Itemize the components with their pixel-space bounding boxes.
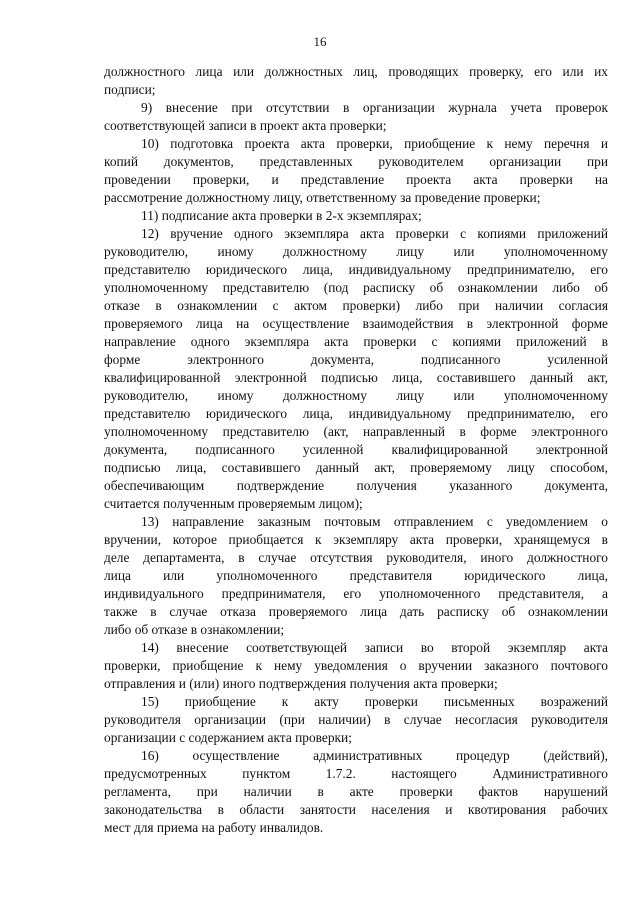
- text-line: 12) вручение одного экземпляра акта проверки с копиями приложений: [141, 226, 608, 241]
- text-line: 11) подписание акта проверки в 2-х экземплярах;: [141, 208, 422, 223]
- text-line: форме электронного документа, подписанного усиленной: [104, 352, 608, 367]
- text-line: либо об отказе в ознакомлении;: [104, 622, 285, 637]
- text-line: 14) внесение соответствующей записи во второй экземпляр акта: [141, 640, 608, 655]
- text-line: уполномоченному представителю (акт, направленный в форме электронного: [104, 424, 608, 439]
- text-line: проверки, приобщение к нему уведомления о вручении заказного почтового: [104, 658, 608, 673]
- text-line: мест для приема на работу инвалидов.: [104, 820, 324, 835]
- text-line: деле департамента, в случае отсутствия руководителя, иного должностного: [104, 550, 608, 565]
- text-line: уполномоченному представителю (под расписку об ознакомлении либо об: [104, 280, 608, 295]
- text-line: регламента, при наличии в акте проверки фактов нарушений: [104, 784, 608, 799]
- text-line: обеспечивающим подтверждение получения указанного документа,: [104, 478, 608, 493]
- text-line: организации с содержанием акта проверки;: [104, 730, 352, 745]
- text-line: также в случае отказа проверяемого лица дать расписку об ознакомлении: [104, 604, 608, 619]
- text-line: 13) направление заказным почтовым отправлением с уведомлением о: [141, 514, 608, 529]
- body-text: [104, 63, 608, 837]
- text-line: представителю юридического лица, индивидуальному предпринимателю, его: [104, 406, 608, 421]
- text-line: 15) приобщение к акту проверки письменных возражений: [141, 694, 608, 709]
- text-line: 9) внесение при отсутствии в организации журнала учета проверок: [141, 100, 608, 115]
- text-line: индивидуального предпринимателя, его уполномоченного представителя, а: [104, 586, 608, 601]
- text-line: 16) осуществление административных процедур (действий),: [141, 748, 608, 763]
- text-line: отправления и (или) иного подтверждения получения акта проверки;: [104, 676, 498, 691]
- page-number: 16: [313, 34, 327, 49]
- text-line: лица или уполномоченного представителя юридического лица,: [104, 568, 608, 583]
- text-line: считается полученным проверяемым лицом);: [104, 496, 363, 511]
- text-line: отказе в ознакомлении с актом проверки) либо при наличии согласия: [104, 298, 608, 313]
- text-line: 10) подготовка проекта акта проверки, приобщение к нему перечня и: [141, 136, 608, 151]
- text-line: предусмотренных пунктом 1.7.2. настоящего Административного: [104, 766, 608, 781]
- text-line: руководителю, иному должностному лицу или уполномоченному: [104, 244, 608, 259]
- text-line: проведении проверки, и представление проекта акта проверки на: [104, 172, 608, 187]
- text-line: подписи;: [104, 82, 156, 97]
- text-line: должностного лица или должностных лиц, проводящих проверку, его или их: [104, 64, 608, 79]
- text-line: вручении, которое приобщается к экземпляру акта проверки, хранящемуся в: [104, 532, 608, 547]
- text-line: представителю юридического лица, индивидуальному предпринимателю, его: [104, 262, 608, 277]
- text-line: руководителю, иному должностному лицу или уполномоченному: [104, 388, 608, 403]
- text-line: рассмотрение должностному лицу, ответственному за проведение проверки;: [104, 190, 541, 205]
- text-line: проверяемого лица на осуществление взаимодействия в электронной форме: [104, 316, 608, 331]
- text-line: документа, подписанного усиленной квалифицированной электронной: [104, 442, 608, 457]
- text-line: законодательства в области занятости населения и квотирования рабочих: [104, 802, 608, 817]
- text-line: квалифицированной электронной подписью лица, составившего данный акт,: [104, 370, 608, 385]
- text-line: копий документов, представленных руководителем организации при: [104, 154, 608, 169]
- text-line: соответствующей записи в проект акта проверки;: [104, 118, 387, 133]
- text-line: руководителя организации (при наличии) в случае несогласия руководителя: [104, 712, 608, 727]
- text-line: подписью лица, составившего данный акт, проверяемому лицу способом,: [104, 460, 608, 475]
- text-line: направление одного экземпляра акта проверки с копиями приложений в: [104, 334, 608, 349]
